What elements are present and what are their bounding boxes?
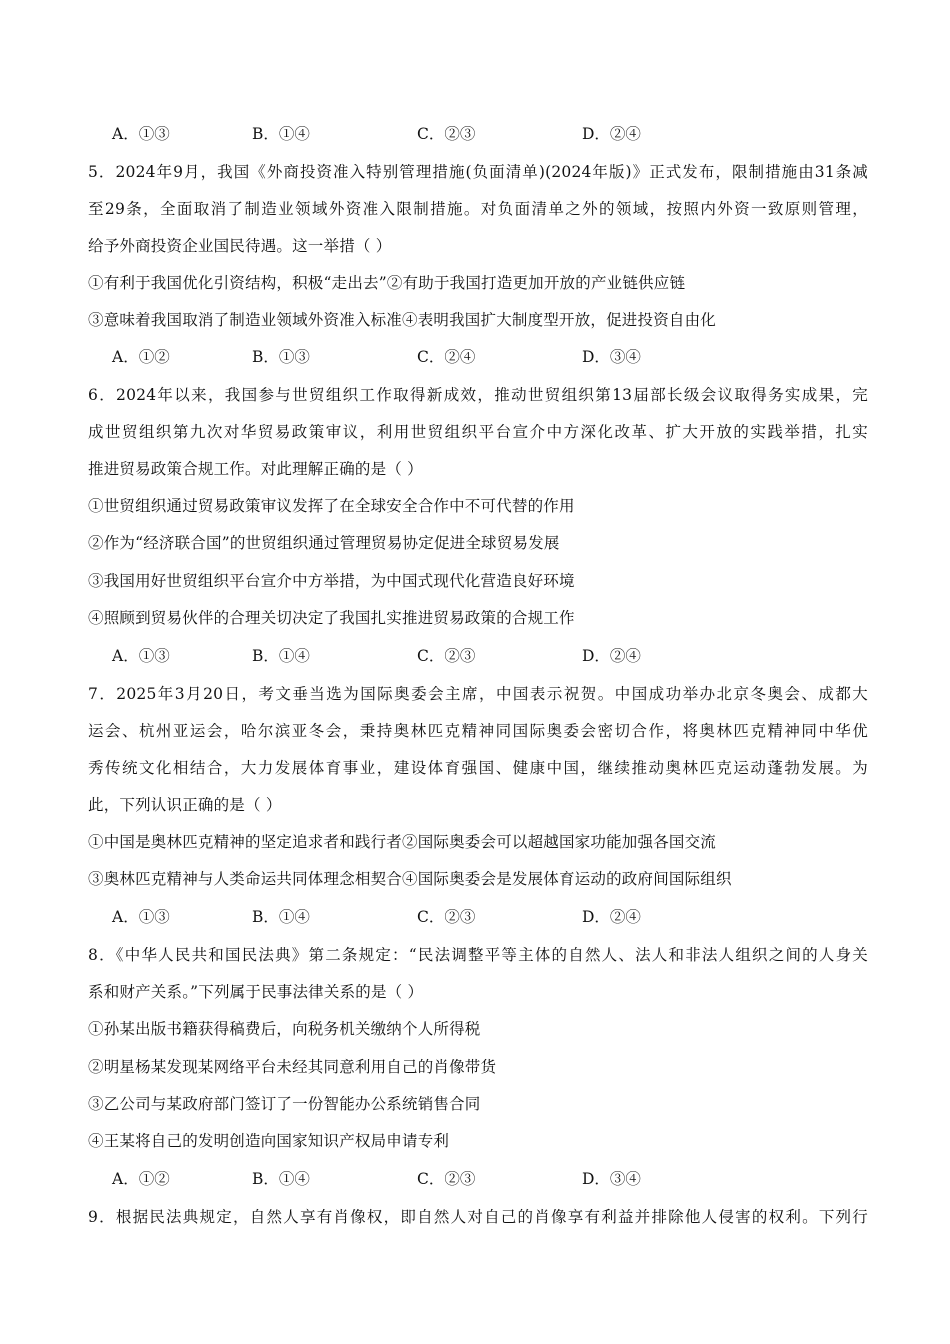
- q5-option-d[interactable]: D．③④: [582, 348, 641, 366]
- q8-stem-line-2: 系和财产关系。”下列属于民事法律关系的是（ ）: [88, 983, 424, 1001]
- q5-stem-line-1: 5．2024年9月，我国《外商投资准入特别管理措施(负面清单)(2024年版)》正式发布，限制措施由31条减: [88, 163, 868, 181]
- q6-stem-line-2: 成世贸组织第九次对华贸易政策审议，利用世贸组织平台宣介中方深化改革、扩大开放的实践举措，扎实: [88, 423, 868, 441]
- q8-option-c[interactable]: C．②③: [417, 1170, 476, 1188]
- q4-option-b[interactable]: B．①④: [252, 125, 310, 143]
- q5-statement-12: ①有利于我国优化引资结构，积极“走出去”②有助于我国打造更加开放的产业链供应链: [88, 274, 686, 292]
- q8-statement-1: ①孙某出版书籍获得稿费后，向税务机关缴纳个人所得税: [88, 1020, 481, 1038]
- q8-option-b[interactable]: B．①④: [252, 1170, 310, 1188]
- q5-options: [112, 347, 812, 367]
- q5-option-c[interactable]: C．②④: [417, 348, 476, 366]
- q6-statement-2: ②作为“经济联合国”的世贸组织通过管理贸易协定促进全球贸易发展: [88, 534, 560, 552]
- q7-stem-line-2: 运会、杭州亚运会，哈尔滨亚冬会，秉持奥林匹克精神同国际奥委会密切合作，将奥林匹克精神同中华优: [88, 722, 868, 740]
- q7-option-a[interactable]: A．①③: [112, 908, 170, 926]
- q7-statement-34: ③奥林匹克精神与人类命运共同体理念相契合④国际奥委会是发展体育运动的政府间国际组织: [88, 870, 732, 888]
- q8-stem-line-1: 8．《中华人民共和国民法典》第二条规定：“民法调整平等主体的自然人、法人和非法人组织之间的人身关: [88, 946, 868, 964]
- q7-stem-line-3: 秀传统文化相结合，大力发展体育事业，建设体育强国、健康中国，继续推动奥林匹克运动蓬勃发展。为: [88, 759, 868, 777]
- q4-option-d[interactable]: D．②④: [582, 125, 641, 143]
- q8-option-d[interactable]: D．③④: [582, 1170, 641, 1188]
- q8-option-a[interactable]: A．①②: [112, 1170, 170, 1188]
- q9-stem-line-1: 9．根据民法典规定，自然人享有肖像权，即自然人对自己的肖像享有利益并排除他人侵害的权利。下列行: [88, 1208, 868, 1226]
- q7-option-b[interactable]: B．①④: [252, 908, 310, 926]
- q5-option-a[interactable]: A．①②: [112, 348, 170, 366]
- q8-statement-2: ②明星杨某发现某网络平台未经其同意利用自己的肖像带货: [88, 1058, 497, 1076]
- q7-options: [112, 907, 812, 927]
- q7-stem-line-4: 此，下列认识正确的是（ ）: [88, 796, 282, 814]
- q6-stem-line-1: 6．2024年以来，我国参与世贸组织工作取得新成效，推动世贸组织第13届部长级会议取得务实成果，完: [88, 386, 868, 404]
- q5-statement-34: ③意味着我国取消了制造业领域外资准入标准④表明我国扩大制度型开放，促进投资自由化: [88, 311, 717, 329]
- q8-statement-4: ④王某将自己的发明创造向国家知识产权局申请专利: [88, 1132, 450, 1150]
- q6-stem-line-3: 推进贸易政策合规工作。对此理解正确的是（ ）: [88, 460, 423, 478]
- q8-options: [112, 1169, 812, 1189]
- q6-option-c[interactable]: C．②③: [417, 647, 476, 665]
- q5-stem-line-3: 给予外商投资企业国民待遇。这一举措（ ）: [88, 237, 392, 255]
- q7-option-d[interactable]: D．②④: [582, 908, 641, 926]
- q4-option-c[interactable]: C．②③: [417, 125, 476, 143]
- q7-option-c[interactable]: C．②③: [417, 908, 476, 926]
- q6-statement-1: ①世贸组织通过贸易政策审议发挥了在全球安全合作中不可代替的作用: [88, 497, 575, 515]
- q6-option-a[interactable]: A．①③: [112, 647, 170, 665]
- q6-option-b[interactable]: B．①④: [252, 647, 310, 665]
- q6-options: [112, 646, 812, 666]
- q6-option-d[interactable]: D．②④: [582, 647, 641, 665]
- q7-stem-line-1: 7．2025年3月20日，考文垂当选为国际奥委会主席，中国表示祝贺。中国成功举办北京冬奥会、成都大: [88, 685, 868, 703]
- q5-option-b[interactable]: B．①③: [252, 348, 310, 366]
- q4-options: [112, 124, 812, 144]
- q6-statement-4: ④照顾到贸易伙伴的合理关切决定了我国扎实推进贸易政策的合规工作: [88, 609, 575, 627]
- q4-option-a[interactable]: A．①③: [112, 125, 170, 143]
- q6-statement-3: ③我国用好世贸组织平台宣介中方举措，为中国式现代化营造良好环境: [88, 572, 575, 590]
- q8-statement-3: ③乙公司与某政府部门签订了一份智能办公系统销售合同: [88, 1095, 481, 1113]
- q7-statement-12: ①中国是奥林匹克精神的坚定追求者和践行者②国际奥委会可以超越国家功能加强各国交流: [88, 833, 717, 851]
- q5-stem-line-2: 至29条，全面取消了制造业领域外资准入限制措施。对负面清单之外的领域，按照内外资一致原则管理，: [88, 200, 868, 218]
